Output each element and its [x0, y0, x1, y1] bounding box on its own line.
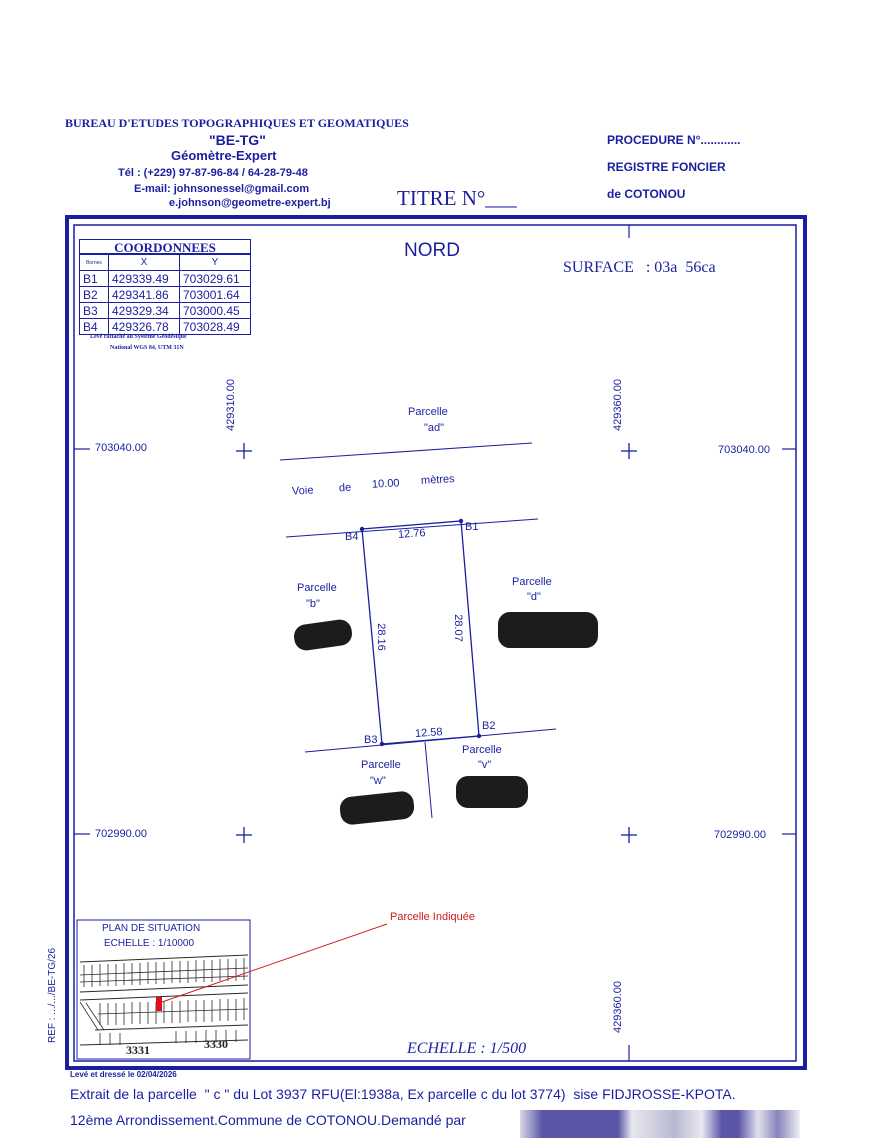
length-left: 28.16 [374, 623, 387, 651]
coords-cell: 429339.49 [109, 271, 180, 287]
coords-cell: 703001.64 [180, 287, 251, 303]
parcel-ad-label: Parcelle [408, 406, 448, 418]
reference-label: REF : .../.../BE-TG/26 [47, 947, 59, 1044]
coords-title: COORDONNEES [79, 239, 251, 254]
extract-line-1: Extrait de la parcelle " c " du Lot 3937 RFU(El:1938a, Ex parcelle c du lot 3774) sise FIDJROSSE-KPOTA. [70, 1086, 736, 1102]
voie-unit: mètres [420, 473, 455, 487]
geodetic-note-2: National WGS 84, UTM 31N [110, 345, 184, 351]
table-row [80, 319, 251, 335]
redacted-owner-d [498, 612, 598, 648]
corner-label-b3: B3 [364, 734, 378, 746]
situation-title: PLAN DE SITUATION [102, 923, 201, 934]
voie-label: de [338, 481, 352, 495]
table-row [80, 303, 251, 319]
office-acronym: "BE-TG" [209, 132, 266, 148]
parcel-b-id: "b" [306, 598, 320, 610]
length-bottom: 12.58 [414, 726, 443, 740]
corner-label-b4: B4 [345, 531, 359, 543]
coords-cell: 429326.78 [109, 319, 180, 335]
coords-cell: B3 [80, 303, 109, 319]
grid-y-label: 702990.00 [714, 829, 766, 841]
coords-header-row [80, 255, 251, 271]
parcel-ad-id: "ad" [424, 422, 445, 434]
registre-foncier: REGISTRE FONCIER [607, 160, 726, 174]
redacted-requester [520, 1110, 800, 1138]
voie-label: Voie [291, 484, 314, 498]
coords-cell: B4 [80, 319, 109, 335]
coords-cell: 703000.45 [180, 303, 251, 319]
coords-cell: 703029.61 [180, 271, 251, 287]
plan-scale: ECHELLE : 1/500 [407, 1040, 527, 1057]
coords-header: Bornes [80, 255, 109, 271]
coords-header: X [109, 255, 180, 271]
indicated-parcel-label: Parcelle Indiquée [390, 911, 476, 923]
coordinates-table [79, 254, 251, 335]
parcel-d-label: Parcelle [512, 576, 552, 588]
procedure-number: PROCEDURE N°............ [607, 133, 741, 147]
length-right: 28.07 [451, 614, 464, 642]
situation-lot-3330: 3330 [204, 1037, 228, 1051]
coords-cell: 429329.34 [109, 303, 180, 319]
coords-cell: B1 [80, 271, 109, 287]
table-row [80, 287, 251, 303]
redacted-owner-v [456, 776, 528, 808]
grid-y-label: 703040.00 [95, 442, 147, 454]
grid-x-label: 429360.00 [612, 379, 624, 431]
situation-lot-3331: 3331 [126, 1043, 150, 1057]
parcel-v-id: "v" [478, 759, 492, 771]
titre-number: TITRE N°___ [397, 186, 517, 210]
office-email-1[interactable]: E-mail: johnsonessel@gmail.com [134, 183, 310, 195]
grid-y-label: 703040.00 [718, 444, 770, 456]
geodetic-note-1: Levé rattaché au Système Géodésique [90, 334, 187, 340]
survey-date: Levé et dressé le 02/04/2026 [70, 1070, 177, 1079]
office-role: Géomètre-Expert [171, 148, 277, 163]
registre-ville: de COTONOU [607, 187, 686, 201]
parcel-w-label: Parcelle [361, 759, 401, 771]
parcel-b-label: Parcelle [297, 582, 337, 594]
office-name: BUREAU D'ETUDES TOPOGRAPHIQUES ET GEOMATIQUES [65, 116, 409, 130]
situation-parcel-marker [156, 997, 162, 1011]
parcel-w-id: "w" [370, 775, 386, 787]
coords-cell: 429341.86 [109, 287, 180, 303]
parcel-v-label: Parcelle [462, 744, 502, 756]
parcel-d-id: "d" [527, 591, 541, 603]
grid-x-label: 429310.00 [225, 379, 237, 431]
corner-label-b2: B2 [482, 720, 496, 732]
surface-label: SURFACE : 03a 56ca [563, 259, 716, 276]
coords-cell: B2 [80, 287, 109, 303]
situation-scale: ECHELLE : 1/10000 [104, 938, 195, 949]
table-row [80, 271, 251, 287]
office-email-2[interactable]: e.johnson@geometre-expert.bj [169, 197, 331, 209]
corner-label-b1: B1 [465, 521, 479, 533]
extract-line-2: 12ème Arrondissement.Commune de COTONOU.Demandé par [70, 1112, 466, 1128]
grid-x-label: 429360.00 [612, 981, 624, 1033]
north-label: NORD [404, 240, 460, 261]
office-phone: Tél : (+229) 97-87-96-84 / 64-28-79-48 [118, 167, 308, 179]
length-top: 12.76 [397, 527, 426, 541]
voie-width: 10.00 [371, 477, 400, 491]
grid-y-label: 702990.00 [95, 828, 147, 840]
coords-cell: 703028.49 [180, 319, 251, 335]
coords-header: Y [180, 255, 251, 271]
